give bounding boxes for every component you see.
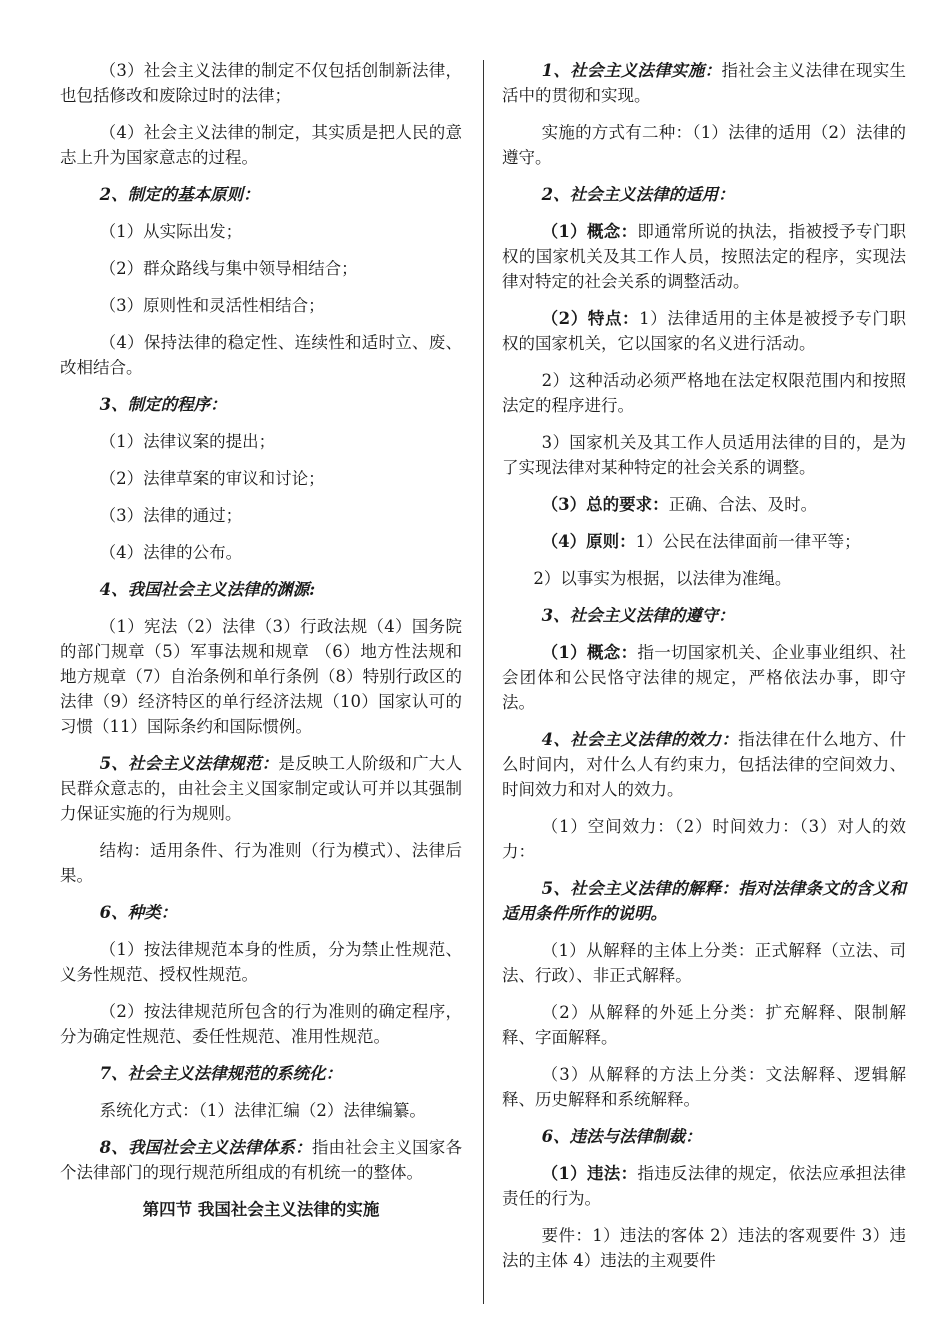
paragraph: 3）国家机关及其工作人员适用法律的目的，是为了实现法律对某种特定的社会关系的调整。 [502,433,906,477]
labeled-paragraph [502,306,906,356]
section-heading: 2、社会主义法律的适用： [541,185,735,204]
labeled-paragraph [60,1135,462,1185]
paragraph-lead: （1）概念： [541,222,638,241]
chapter-section-title: 第四节 我国社会主义法律的实施 [142,1200,380,1219]
section-heading: 6、违法与法律制裁： [541,1127,702,1146]
paragraph: （2）群众路线与集中领导相结合； [99,259,358,278]
paragraph: （3）社会主义法律的制定不仅包括创制新法律，也包括修改和废除过时的法律； [60,61,462,105]
section-heading: 4、我国社会主义法律的渊源: [99,580,316,599]
section-heading: 3、社会主义法律的遵守： [541,606,735,625]
section-heading: 7、社会主义法律规范的系统化： [99,1064,343,1083]
paragraph: 2）以事实为根据，以法律为准绳。 [533,569,792,588]
paragraph-text: 即通常所说的执法，指被授予专门职权的国家机关及其工作人员，按照法定的程序，实现法律对特定的社会关系的调整活动。 [502,222,907,291]
paragraph: （1）从实际出发； [99,222,243,241]
labeled-paragraph [502,640,906,715]
left-column [60,58,462,1222]
paragraph-text: 是反映工人阶级和广大人民群众意志的，由社会主义国家制定或认可并以其强制力保证实施的行为规则。 [60,754,462,823]
paragraph-text: 指一切国家机关、企业事业组织、社会团体和公民恪守法律的规定，严格依法办事，即守法。 [502,643,907,712]
paragraph: （1）法律议案的提出； [99,432,276,451]
paragraph-lead: （4）原则： [541,532,636,551]
paragraph-text: 1）公民在法律面前一律平等； [635,532,861,551]
paragraph: （1）按法律规范本身的性质，分为禁止性规范、义务性规范、授权性规范。 [60,940,462,984]
paragraph-lead: 8、我国社会主义法律体系： [99,1138,312,1157]
paragraph: 结构：适用条件、行为准则（行为模式）、法律后果。 [60,841,462,885]
paragraph-lead: 5、社会主义法律规范： [99,754,279,773]
paragraph: （4）社会主义法律的制定，其实质是把人民的意志上升为国家意志的过程。 [60,123,462,167]
paragraph: （4）保持法律的稳定性、连续性和适时立、废、改相结合。 [60,333,462,377]
paragraph: （2）按法律规范所包含的行为准则的确定程序，分为确定性规范、委任性规范、准用性规范。 [60,1002,462,1046]
paragraph: （3）法律的通过； [99,506,243,525]
paragraph-lead: （1）违法： [541,1164,638,1183]
labeled-paragraph [502,529,906,554]
paragraph: （3）原则性和灵活性相结合； [99,296,325,315]
labeled-paragraph [502,58,906,108]
paragraph-lead: 4、社会主义法律的效力： [541,730,739,749]
section-heading: 2、制定的基本原则： [99,185,260,204]
paragraph: （2）从解释的外延上分类：扩充解释、限制解释、字面解释。 [502,1003,906,1047]
labeled-paragraph [502,1161,906,1211]
heading-paragraph: 5、社会主义法律的解释：指对法律条文的含义和适用条件所作的说明。 [502,879,906,923]
paragraph-text: 指法律在什么地方、什么时间内，对什么人有约束力，包括法律的空间效力、时间效力和对人的效力。 [502,730,907,799]
labeled-paragraph [502,219,906,294]
section-heading: 6、种类： [99,903,178,922]
paragraph: （1）从解释的主体上分类：正式解释（立法、司法、行政）、非正式解释。 [502,941,906,985]
paragraph-text: 1）法律适用的主体是被授予专门职权的国家机关，它以国家的名义进行活动。 [502,309,906,353]
paragraph: （1）空间效力：（2）时间效力：（3）对人的效力： [502,817,906,861]
paragraph-lead: （3）总的要求： [541,495,669,514]
labeled-paragraph [502,492,906,517]
paragraph-lead: 1、社会主义法律实施： [541,61,722,80]
paragraph-text: 指社会主义法律在现实生活中的贯彻和实现。 [502,61,907,105]
paragraph-lead: （2）特点： [541,309,640,328]
section-heading: 3、制定的程序： [99,395,227,414]
paragraph: （3）从解释的方法上分类：文法解释、逻辑解释、历史解释和系统解释。 [502,1065,906,1109]
paragraph: （4）法律的公布。 [99,543,243,562]
labeled-paragraph [502,727,906,802]
column-divider [483,60,484,1304]
paragraph: 系统化方式：（1）法律汇编（2）法律编纂。 [99,1101,426,1120]
paragraph-lead: （1）概念： [541,643,638,662]
labeled-paragraph [60,751,462,826]
paragraph: 实施的方式有二种：（1）法律的适用（2）法律的遵守。 [502,123,906,167]
paragraph: （1）宪法（2）法律（3）行政法规（4）国务院的部门规章（5）军事法规和规章 （6）地方性法规和地方规章（7）自治条例和单行条例（8）特别行政区的法律（9）经济特区的单行经济法规（10）国家认可的习惯（11）国际条约和国际惯例。 [60,617,462,736]
right-column [502,58,906,1285]
paragraph-text: 正确、合法、及时。 [668,495,818,514]
paragraph: 要件：1）违法的客体 2）违法的客观要件 3）违法的主体 4）违法的主观要件 [502,1226,906,1270]
paragraph: 2）这种活动必须严格地在法定权限范围内和按照法定的程序进行。 [502,371,906,415]
paragraph-text: 指由社会主义国家各个法律部门的现行规范所组成的有机统一的整体。 [60,1138,462,1182]
paragraph-text: 指违反法律的规定，依法应承担法律责任的行为。 [502,1164,907,1208]
paragraph: （2）法律草案的审议和讨论； [99,469,325,488]
